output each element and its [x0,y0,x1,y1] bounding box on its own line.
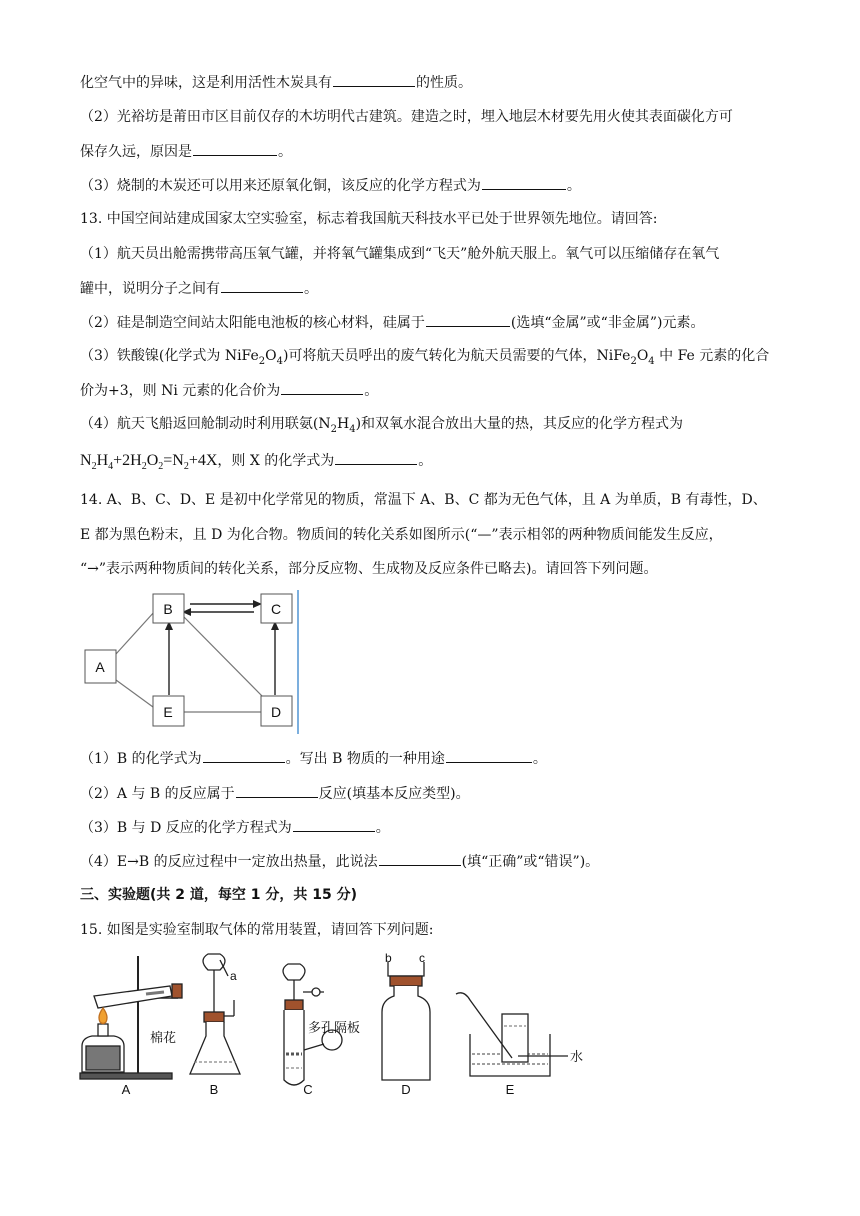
q12-part2-text: （2）光裕坊是莆田市区目前仅存的木坊明代古建筑。建造之时，埋入地层木材要先用火使其表面碳化方可 [80,109,733,125]
subscript: 2 [330,423,337,435]
label-b: b [385,951,392,965]
q14-part2 [80,783,780,804]
caption-a: A [121,1082,131,1097]
edge-a-b [116,611,155,654]
q13-part4-tail: ，则 X 的化学式为 [217,453,335,469]
subscript: 4 [349,423,356,435]
q13-part3-text: 中 Fe 元素的化合 [654,348,770,364]
subscript: 2 [141,461,147,473]
q15-stem [80,920,780,940]
node-c-label: C [270,601,282,617]
q13-part3-text: O [636,348,649,364]
answer-blank[interactable] [193,141,277,156]
q13-part1-text-b: 罐中，说明分子之间有 [80,281,220,297]
q12-part3-end: 。 [566,178,581,194]
cotton-label: 棉花 [150,1030,177,1045]
q14-part4 [80,851,780,872]
q14-part4-end: (填“正确”或“错误”)。 [461,854,600,870]
q14-part4-text: （4）E→B 的反应过程中一定放出热量，此说法 [80,854,378,870]
q13-part1-text: （1）航天员出舱需携带高压氧气罐，并将氧气罐集成到“飞天”舱外航天服上。氧气可以压缩储存在氧气 [80,246,720,262]
q14-stem-text: 14. A、B、C、D、E 是初中化学常见的物质，常温下 A、B、C 都为无色气体，且 A 为单质，B 有毒性，D、 [80,492,767,508]
caption-e: E [505,1082,515,1097]
q14-part3-end: 。 [375,820,390,836]
q13-part4-end: 。 [418,453,433,469]
q13-part3-text: （3）铁酸镍(化学式为 NiFe [80,348,259,364]
q13-part3-line1 [80,346,780,372]
water-label: 水 [570,1049,584,1064]
q13-part1-end: 。 [304,281,318,297]
q13-stem-text: 13. 中国空间站建成国家太空实验室，标志着我国航天科技水平已处于世界领先地位。请回答: [80,211,658,227]
q13-part2-end: (选填“金属”或“非金属”)元素。 [510,315,705,331]
q13-part3-text: )可将航天员呼出的废气转化为航天员需要的气体，NiFe [283,348,631,364]
reaction-equation [80,452,218,473]
answer-blank[interactable] [379,851,461,866]
node-a-label: A [95,659,105,675]
subscript: 2 [258,355,266,367]
q13-part3-text: O [265,348,277,364]
answer-blank[interactable] [446,748,532,763]
q12-text: 化空气中的异味，这是利用活性木炭具有 [80,75,332,91]
node-d-label: D [270,704,282,720]
label-a: a [230,969,237,983]
subscript: 2 [630,355,637,367]
answer-blank[interactable] [293,817,375,832]
apparatus-e [456,993,568,1076]
q14-stem-text: E 都为黑色粉末，且 D 为化合物。物质间的转化关系如图所示(“—”表示相邻的两种物质间能发生反应， [80,527,723,543]
edge-a-e [116,680,153,707]
q13-stem [80,209,780,229]
q14-part3 [80,817,780,838]
eq-part: O [146,452,159,469]
q13-part2 [80,312,780,333]
answer-blank[interactable] [482,175,566,190]
q14-part1-text: （1）B 的化学式为 [80,751,202,767]
q12-line-top [80,72,780,93]
q12-part2-line2 [80,141,780,162]
q12-part3 [80,175,780,196]
answer-blank[interactable] [333,72,415,87]
section-title: 三、实验题(共 2 道，每空 1 分，共 15 分) [80,887,358,903]
q12-part2-text-b: 保存久远，原因是 [80,144,192,160]
q15-stem-text: 15. 如图是实验室制取气体的常用装置，请回答下列问题: [80,922,434,938]
subscript: 4 [276,355,284,367]
q13-part4-text: )和双氧水混合放出大量的热，其反应的化学方程式为 [355,416,684,432]
eq-part: H [96,452,109,469]
subscript: 2 [158,461,164,473]
subscript: 4 [108,461,114,473]
q14-part3-text: （3）B 与 D 反应的化学方程式为 [80,820,292,836]
q14-stem-line2 [80,525,780,545]
apparatus-d [382,962,430,1080]
q13-part4-line1 [80,414,780,440]
answer-blank[interactable] [281,380,363,395]
q14-part1-end: 。 [532,751,547,767]
label-c: c [419,951,425,965]
caption-b: B [209,1082,219,1097]
q14-stem-line1 [80,490,780,510]
q13-part1-line2 [80,278,780,299]
q14-part1-mid: 。写出 B 物质的一种用途 [285,751,445,767]
q12-part2-line1 [80,107,780,127]
q13-part3-end: 。 [364,383,379,399]
q13-part4-text: （4）航天飞船返回舱制动时利用联氨(N [80,416,331,432]
subscript: 2 [91,461,97,473]
eq-part: +2H [113,452,142,469]
q13-part3-text-b: 价为+3，则 Ni 元素的化合价为 [80,383,281,399]
edge-b-d [184,617,265,699]
subscript: 2 [183,461,189,473]
q12-part2-end: 。 [278,144,292,160]
node-e-label: E [163,704,173,720]
q14-stem-text: “→”表示两种物质间的转化关系，部分反应物、生成物及反应条件已略去)。请回答下列问题。 [80,561,658,577]
answer-blank[interactable] [203,748,285,763]
q13-part4-line2 [80,450,780,477]
answer-blank[interactable] [426,312,510,327]
q13-part2-text: （2）硅是制造空间站太阳能电池板的核心材料，硅属于 [80,315,425,331]
q13-part1-line1 [80,244,780,264]
caption-d: D [401,1082,411,1097]
q13-part4-text: H [337,416,350,432]
eq-part: =N [163,452,184,469]
eq-part: +4X [188,452,218,469]
porous-plate-label: 多孔隔板 [308,1020,361,1035]
q14-stem-line3 [80,559,780,579]
substance-relation-diagram [78,588,308,738]
q14-part2-text: （2）A 与 B 的反应属于 [80,786,235,802]
eq-part: N [80,452,92,469]
subscript: 4 [648,355,655,367]
q12-text-end: 的性质。 [416,75,472,91]
answer-blank[interactable] [236,783,318,798]
apparatus-a [80,956,182,1079]
q14-part1 [80,748,780,769]
q14-part2-end: 反应(填基本反应类型)。 [318,786,470,802]
answer-blank[interactable] [335,450,417,465]
node-b-label: B [163,601,173,617]
q12-part3-text: （3）烧制的木炭还可以用来还原氧化铜，该反应的化学方程式为 [80,178,481,194]
answer-blank[interactable] [221,278,303,293]
caption-c: C [303,1082,313,1097]
q13-part3-line2 [80,380,780,401]
gas-apparatus-figure [78,950,598,1100]
